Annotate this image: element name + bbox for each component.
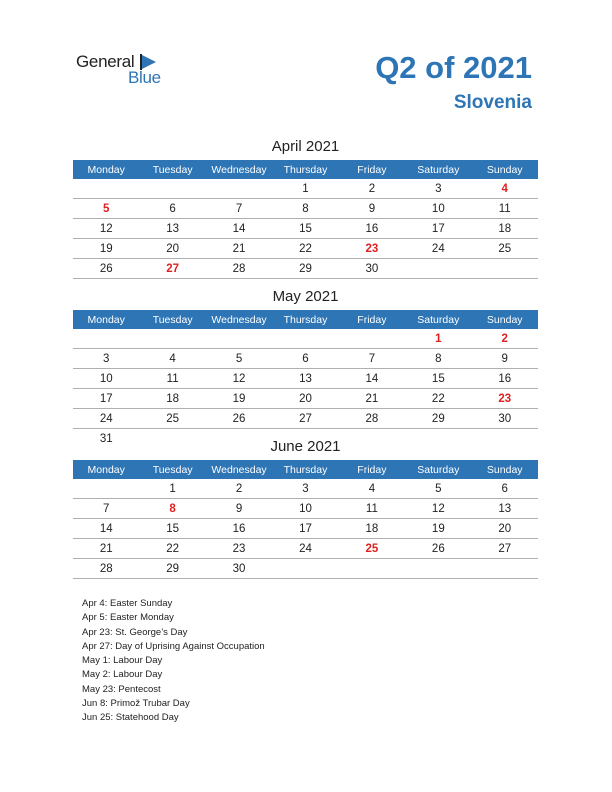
weekday-label: Thursday [283, 163, 328, 176]
weekday-label: Tuesday [152, 463, 193, 476]
day-cell: 1 [302, 182, 309, 195]
day-cell: 20 [299, 392, 312, 405]
day-cell: 27 [166, 262, 180, 275]
month-may [73, 287, 538, 448]
page-title: Q2 of 2021 [375, 50, 532, 85]
week-row [73, 199, 538, 219]
day-cell: 19 [99, 242, 113, 255]
day-cell: 20 [498, 522, 512, 535]
day-cell: 11 [498, 202, 511, 215]
week-row [73, 219, 538, 239]
weekday-header [73, 460, 538, 479]
day-cell: 22 [431, 392, 445, 405]
day-cell: 28 [365, 412, 379, 425]
day-cell: 13 [498, 502, 512, 515]
day-cell: 25 [365, 542, 379, 555]
weekday-label: Thursday [283, 463, 328, 476]
day-cell: 2 [501, 332, 508, 345]
day-cell: 18 [498, 222, 512, 235]
month-title: April 2021 [271, 138, 340, 155]
day-cell: 7 [103, 502, 110, 515]
day-cell: 18 [166, 392, 180, 405]
day-cell: 10 [431, 202, 445, 215]
weekday-label: Saturday [417, 163, 460, 176]
day-cell: 5 [235, 352, 243, 365]
day-cell: 6 [501, 482, 508, 495]
weekday-label: Thursday [283, 313, 328, 326]
day-cell: 4 [501, 182, 508, 195]
weekday-label: Monday [87, 313, 125, 326]
day-cell: 23 [498, 392, 512, 405]
month-title: May 2021 [272, 288, 339, 305]
day-cell: 25 [166, 412, 180, 425]
weekday-label: Saturday [417, 463, 460, 476]
day-cell: 10 [99, 372, 113, 385]
day-cell: 6 [169, 202, 176, 215]
day-cell: 29 [431, 412, 445, 425]
day-cell: 28 [232, 262, 246, 275]
holiday-note: May 2: Labour Day [82, 669, 163, 681]
day-cell: 16 [232, 522, 246, 535]
weekday-label: Wednesday [211, 463, 267, 476]
week-row [73, 259, 538, 279]
day-cell: 13 [166, 222, 180, 235]
day-cell: 2 [368, 182, 376, 195]
week-row [73, 499, 538, 519]
holiday-note: Apr 27: Day of Uprising Against Occupation [82, 640, 265, 652]
weekday-label: Friday [357, 163, 387, 176]
weekday-header [73, 160, 538, 179]
day-cell: 3 [435, 182, 442, 195]
day-cell: 11 [166, 372, 179, 385]
day-cell: 4 [368, 482, 376, 495]
day-cell: 10 [299, 502, 312, 515]
day-cell: 24 [299, 542, 312, 555]
day-cell: 9 [368, 202, 376, 215]
day-cell: 5 [435, 482, 442, 495]
day-cell: 15 [299, 222, 312, 235]
week-row [73, 329, 538, 349]
day-cell: 29 [299, 262, 312, 275]
holiday-note: Jun 8: Primož Trubar Day [82, 698, 190, 710]
day-cell: 27 [498, 542, 512, 555]
day-cell: 9 [501, 352, 508, 365]
day-cell: 15 [166, 522, 180, 535]
day-cell: 2 [235, 482, 243, 495]
day-cell: 19 [431, 522, 445, 535]
day-cell: 26 [232, 412, 246, 425]
week-row [73, 479, 538, 499]
day-cell: 15 [431, 372, 445, 385]
weekday-header [73, 310, 538, 329]
brand-logo [76, 52, 176, 92]
day-cell: 3 [103, 352, 110, 365]
day-cell: 1 [169, 482, 176, 495]
weekday-label: Wednesday [211, 163, 267, 176]
week-row [73, 559, 538, 579]
day-cell: 16 [498, 372, 512, 385]
holiday-note: Apr 5: Easter Monday [82, 612, 174, 624]
day-cell: 30 [365, 262, 379, 275]
day-cell: 20 [166, 242, 180, 255]
day-cell: 26 [431, 542, 445, 555]
weekday-label: Sunday [486, 463, 523, 476]
week-row [73, 389, 538, 409]
weekday-label: Tuesday [152, 313, 193, 326]
month-april [73, 137, 538, 279]
day-cell: 21 [365, 392, 379, 405]
day-cell: 28 [99, 562, 113, 575]
week-row [73, 409, 538, 429]
day-cell: 24 [431, 242, 445, 255]
logo-text-blue: Blue [128, 68, 161, 87]
day-cell: 30 [232, 562, 246, 575]
day-cell: 24 [99, 412, 113, 425]
day-cell: 12 [99, 222, 113, 235]
month-june [73, 437, 538, 579]
day-cell: 8 [435, 352, 442, 365]
day-cell: 21 [232, 242, 246, 255]
weekday-label: Monday [87, 463, 125, 476]
week-row [73, 179, 538, 199]
holiday-note: Apr 4: Easter Sunday [82, 598, 173, 609]
day-cell: 12 [232, 372, 246, 385]
day-cell: 4 [169, 352, 176, 365]
weekday-label: Wednesday [211, 313, 267, 326]
weekday-label: Monday [87, 163, 125, 176]
day-cell: 9 [235, 502, 243, 515]
day-cell: 22 [166, 542, 180, 555]
day-cell: 1 [435, 332, 442, 345]
day-cell: 6 [302, 352, 309, 365]
day-cell: 25 [498, 242, 512, 255]
day-cell: 29 [166, 562, 180, 575]
holiday-note: Apr 23: St. George’s Day [82, 626, 188, 638]
weekday-label: Sunday [486, 313, 523, 326]
day-cell: 19 [232, 392, 246, 405]
week-row [73, 539, 538, 559]
day-cell: 12 [431, 502, 445, 515]
day-cell: 3 [302, 482, 309, 495]
weekday-label: Saturday [417, 313, 460, 326]
day-cell: 7 [235, 202, 243, 215]
week-row [73, 369, 538, 389]
week-row [73, 519, 538, 539]
day-cell: 21 [99, 542, 113, 555]
day-cell: 16 [365, 222, 379, 235]
day-cell: 18 [365, 522, 379, 535]
day-cell: 26 [99, 262, 113, 275]
holiday-note: May 1: Labour Day [82, 655, 163, 667]
day-cell: 14 [365, 372, 379, 385]
holiday-note: Jun 25: Statehood Day [82, 712, 179, 724]
day-cell: 17 [431, 222, 445, 235]
weekday-label: Friday [357, 463, 387, 476]
day-cell: 27 [299, 412, 312, 425]
day-cell: 30 [498, 412, 512, 425]
day-cell: 17 [99, 392, 113, 405]
day-cell: 7 [368, 352, 376, 365]
day-cell: 5 [103, 202, 110, 215]
day-cell: 14 [99, 522, 113, 535]
day-cell: 8 [302, 202, 309, 215]
day-cell: 11 [365, 502, 378, 515]
day-cell: 13 [299, 372, 312, 385]
holiday-note: May 23: Pentecost [82, 683, 161, 695]
month-title: June 2021 [270, 438, 341, 455]
day-cell: 22 [299, 242, 312, 255]
holiday-notes [82, 597, 265, 726]
week-row [73, 239, 538, 259]
country-name: Slovenia [453, 92, 532, 113]
weekday-label: Tuesday [152, 163, 193, 176]
day-cell: 8 [169, 502, 176, 515]
week-row [73, 349, 538, 369]
logo-text-general: General [76, 52, 135, 71]
day-cell: 14 [232, 222, 246, 235]
day-cell: 31 [99, 432, 113, 445]
day-cell: 17 [299, 522, 312, 535]
day-cell: 23 [365, 242, 379, 255]
weekday-label: Friday [357, 313, 387, 326]
weekday-label: Sunday [486, 163, 523, 176]
day-cell: 23 [232, 542, 246, 555]
